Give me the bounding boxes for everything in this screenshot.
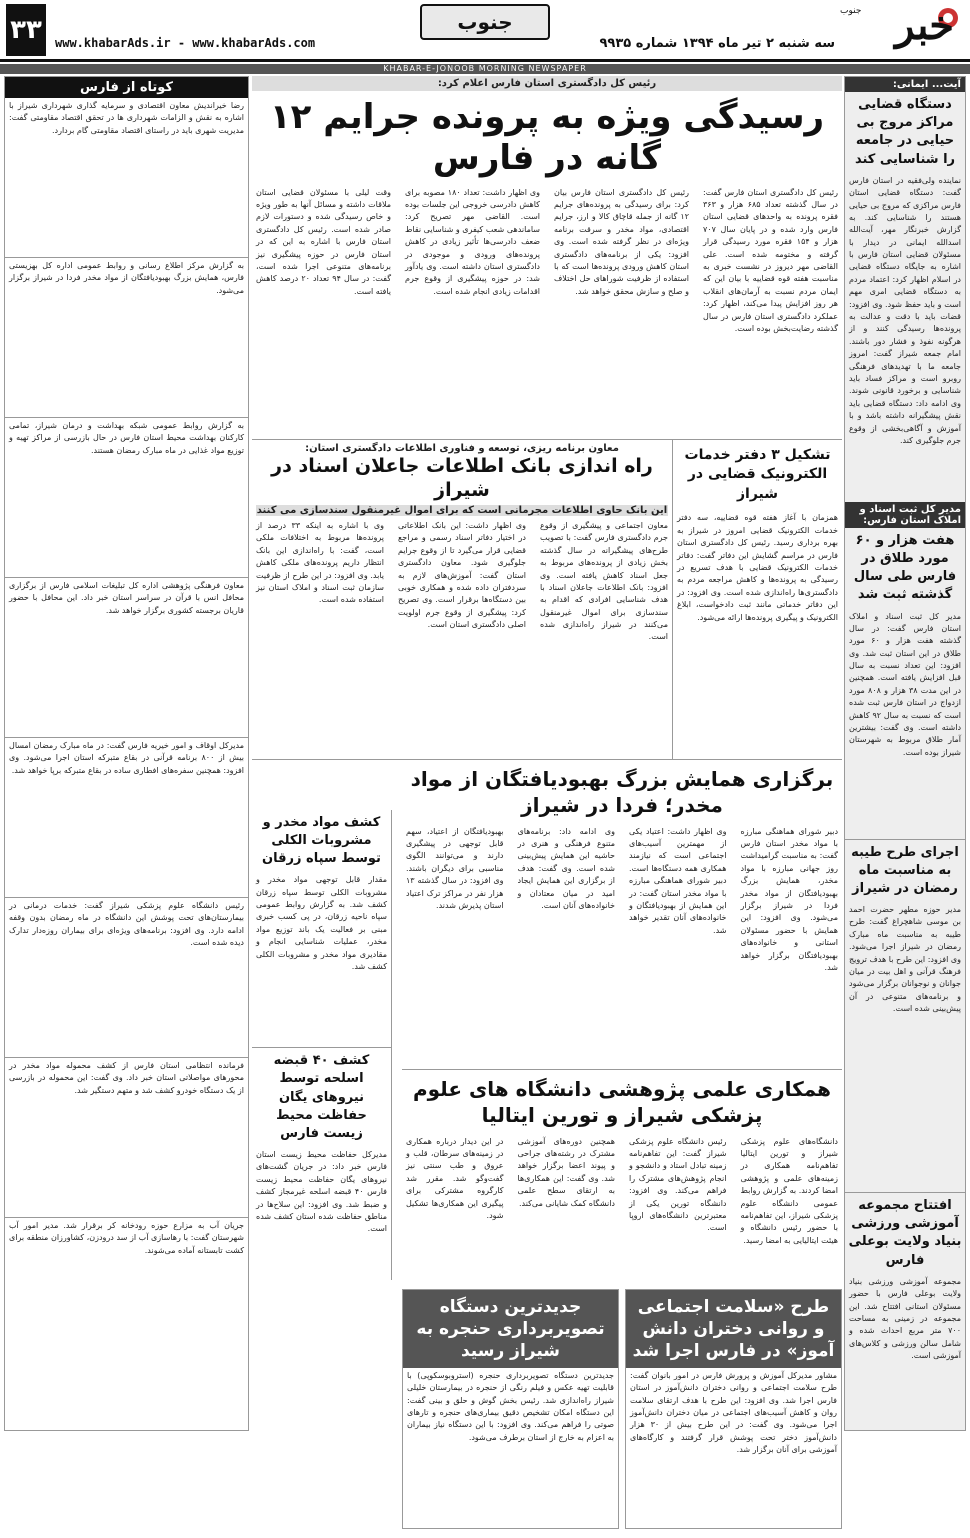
story-column: وی با اشاره به اینکه ۳۳ درصد از پرونده‌ها مربوط به اختلافات ملکی است، گفت: با راه‌اندازی این بانک انتظار داریم پرونده‌های ملکی کاهش یابد. وی افزود: در این طرح از ظرفیت سازمان ثبت اسناد و املاک استان نیز استفاده شده است. [256, 520, 385, 605]
story-body: همزمان با آغاز هفته قوه قضاییه، سه دفتر خدمات الکترونیک قضایی امروز در شیراز به بهره برداری رسید. رئیس کل دادگستری استان فارس در مراسم گشایش این دفاتر گفت: دفاتر خدمات الکترونیک قضایی با هدف تسریع در رسیدگی به پرونده‌ها و کاهش مراجعه مردم به دادگستری‌ها راه‌اندازی شده است. وی افزود: در این دفاتر خدماتی مانند ثبت دادخواست، ابلاغ الکترونیک و پیگیری پرونده‌ها ارائه می‌شود. [677, 513, 838, 622]
masthead [0, 0, 970, 62]
brief-item: فرمانده انتظامی استان فارس از کشف محموله مواد مخدر در محورهای مواصلاتی استان خبر داد. وی گفت: این محموله در بازرسی از یک دستگاه خودرو کشف شد و متهم دستگیر شد. [5, 1058, 248, 1218]
story-title: همکاری علمی پژوهشی دانشگاه های علوم پزشکی شیراز و تورین ایتالیا [412, 1076, 832, 1127]
students-health-story [625, 1289, 842, 1529]
story-title: تشکیل ۳ دفتر خدمات الکترونیک قضایی در شیراز [684, 446, 831, 502]
lead-headline: رسیدگی ویژه به پرونده جرایم ۱۲ گانه در فارس [269, 97, 825, 178]
university-story [402, 1069, 842, 1289]
story-column: دبیر شورای هماهنگی مبارزه با مواد مخدر استان فارس گفت: به مناسبت گرامیداشت روز جهانی مبارزه با مواد مخدر، همایش بزرگ بهبودیافتگان از مواد مخدر فردا در شیراز برگزار می‌شود. وی افزود: این همایش با حضور مسئولان استانی و خانواده‌های بهبودیافتگان برگزار خواهد شد. [740, 826, 838, 972]
story-column: معاون اجتماعی و پیشگیری از وقوع جرم دادگستری فارس گفت: با تصویب طرح‌های پیشگیرانه در سال گذشته بخش زیادی از پرونده‌های مربوط به جعل اسناد کاهش یافته است. وی افزود: بانک اطلاعات جاعلان اسناد با هدف شناسایی افرادی که اقدام به سندسازی برای اموال غیرمنقول می‌کنند در شیراز راه‌اندازی شده است. [540, 520, 668, 642]
section-label: جنوب [420, 4, 550, 40]
story-body: نماینده ولی‌فقیه در استان فارس گفت: دستگاه قضایی استان فارس مراکزی که مروج بی حیایی هستند را شناسایی کند. به گزارش خبرنگار مهر، آیت‌الله اسدالله ایمانی در دیدار با مسئولان قضایی استان فارس با اشاره به جایگاه دستگاه قضایی در اسلام اظهار کرد: اعتماد مردم به دستگاه قضایی امری مهم است و باید حفظ شود. وی افزود: قضات باید با دقت و عدالت به پرونده‌ها رسیدگی کنند و از هرگونه نفوذ و فشار دور باشند. امام جمعه شیراز گفت: امروز جامعه ما با تهدیدهای فرهنگی روبرو است و مراکز فساد باید شناسایی و برخورد قانونی شوند. وی ادامه داد: دستگاه قضایی باید نقش پیشگیرانه داشته باشد و با آموزش و آگاهی‌بخشی از وقوع جرم جلوگیری کند. [849, 175, 961, 445]
lead-body [252, 185, 842, 435]
story-title: کشف ۴۰ قبضه اسلحه توسط نیروهای یگان حفاظت محیط زیست فارس [252, 1047, 391, 1147]
brief-item: به گزارش روابط عمومی شبکه بهداشت و درمان شیراز، تمامی کارکنان بهداشت محیط استان فارس در حال بازرسی از مراکز تهیه و توزیع مواد غذایی در ماه مبارک رمضان هستند. [5, 418, 248, 578]
story-title: افتتاح مجموعه آموزشی ورزشی بنیاد ولایت بوعلی فارس [845, 1192, 965, 1274]
left-sidebar [4, 76, 249, 1431]
lead-column: رئیس کل دادگستری استان فارس گفت: در سال گذشته تعداد ۶۸۵ هزار و ۳۶۳ فقره پرونده به واحدهای قضایی استان فارس وارد شده و در پایان سال ۷۰۷ هزار و ۱۵۴ فقره مورد رسیدگی قرار گرفته و مختومه شده است. علی القاضی مهر دیروز در نشست خبری به مناسبت هفته قوه قضاییه با بیان این که ایمان مردم نسبت به آرمان‌های انقلاب هر روز افزایش پیدا می‌کند، اظهار کرد: عملکرد دادگستری استان فارس در سال گذشته رضایت‌بخش بوده است. [703, 187, 838, 333]
imaging-device-story [402, 1289, 619, 1529]
story-column: رئیس دانشگاه علوم پزشکی شیراز گفت: این تفاهم‌نامه زمینه تبادل استاد و دانشجو و انجام پژوهش‌های مشترک را فراهم می‌کند. وی افزود: دانشگاه تورین یکی از معتبرترین دانشگاه‌های اروپا است. [629, 1136, 727, 1233]
lead-kicker: رئیس کل دادگستری استان فارس اعلام کرد: [252, 76, 842, 91]
brief-item: رئیس دانشگاه علوم پزشکی شیراز گفت: خدمات درمانی در بیمارستان‌های تحت پوشش این دانشگاه در ماه رمضان بدون وقفه ادامه دارد. وی افزود: برنامه‌های ویژه‌ای برای بیماران روزه‌دار تدارک دیده شده است. [5, 898, 248, 1058]
story-columns [402, 824, 842, 1074]
story-column: دانشگاه‌های علوم پزشکی شیراز و تورین ایتالیا تفاهم‌نامه همکاری در زمینه‌های علمی و پژوهشی امضا کردند. به گزارش روابط عمومی دانشگاه علوم پزشکی شیراز، این تفاهم‌نامه با حضور رئیس دانشگاه و هیئت ایتالیایی به امضا رسید. [740, 1136, 838, 1245]
story-body: مقدار قابل توجهی مواد مخدر و مشروبات الکلی توسط سپاه زرقان کشف شد. به گزارش روابط عمومی سپاه ناحیه زرقان، در پی کسب خبری مبنی بر فعالیت یک باند توزیع مواد مخدر، عملیات شناسایی انجام و مقادیری مواد مخدر و مشروبات الکلی کشف شد. [256, 875, 387, 971]
section-title: کوتاه از فارس [5, 77, 248, 98]
story-columns [252, 518, 672, 748]
story-column: بهبودیافتگان از اعتیاد، سهم قابل توجهی در پیشگیری دارند و می‌توانند الگوی مناسبی برای دیگران باشند. وی افزود: در سال گذشته ۱۳ هزار نفر در مراکز ترک اعتیاد استان پذیرش شدند. [406, 826, 504, 910]
main-content [252, 76, 842, 1455]
bottom-boxes [402, 1289, 842, 1529]
issue-date: سه شنبه ۲ تیر ماه ۱۳۹۴ شماره ۹۹۳۵ [599, 36, 835, 51]
brief-item: رضا خیراندیش معاون اقتصادی و سرمایه گذاری شهرداری شیراز با اشاره به نقش و الزامات شهرداری ها در تحقق اقتصاد مقاومتی گفت: مدیریت شهری باید در راستای اقتصاد مقاومتی گام بردارد. [5, 98, 248, 258]
story-column: وی اظهار داشت: این بانک اطلاعاتی در اختیار دفاتر اسناد رسمی و مراجع قضایی قرار می‌گیرد تا از وقوع جرایم جلوگیری شود. معاون دادگستری استان گفت: آموزش‌های لازم به سردفتران داده شده و همکاری خوبی بین دستگاه‌ها برقرار است. وی تصریح کرد: پیشگیری از وقوع جرم اولویت اصلی دادگستری استان است. [398, 520, 526, 630]
lead-column: رئیس کل دادگستری استان فارس بیان کرد: برای رسیدگی به پرونده‌های جرایم ۱۲ گانه از جمله قاچاق کالا و ارز، جرایم اقتصادی، مواد مخدر و سرقت برنامه ویژه‌ای در نظر گرفته شده است. وی افزود: یکی از برنامه‌های دادگستری استان کاهش ورودی پرونده‌ها است که با استفاده از ظرفیت شوراهای حل اختلاف و صلح و سازش محقق خواهد شد. [554, 187, 689, 296]
story-tag: آیت... ایمانی: [845, 77, 965, 92]
story-tag: مدیر کل ثبت اسناد و املاک استان فارس: [845, 502, 965, 528]
story-title: طرح «سلامت اجتماعی و روانی دختران دانش آموز» در فارس اجرا شد [626, 1290, 841, 1368]
masthead-band: KHABAR-E-JONOOB MORNING NEWSPAPER [0, 64, 970, 74]
story-body: جدیدترین دستگاه تصویربرداری حنجره (استروبوسکوپی) با قابلیت تهیه عکس و فیلم رنگی از حنجره در بیمارستان خلیلی شیراز راه‌اندازی شد. رئیس بخش گوش و حلق و بینی گفت: این دستگاه امکان تشخیص دقیق بیماری‌های حنجره و تارهای صوتی را فراهم می‌کند. وی افزود: با این دستگاه نیاز بیماران به اعزام به خارج از استان برطرف می‌شود. [407, 1370, 614, 1442]
story-body: مدیر کل ثبت اسناد و املاک استان فارس گفت: در سال گذشته هفت هزار و ۶۰ مورد طلاق در این استان ثبت شد. وی افزود: این تعداد نسبت به سال قبل افزایش یافته است. همچنین در این مدت ۳۸ هزار و ۸۰۸ مورد ازدواج در استان فارس ثبت شده است که نسبت به سال ۹۲ کاهش داشته است. وی گفت: بیشترین آمار طلاق مربوط به شهرستان شیراز بوده است. [849, 611, 962, 757]
story-columns [402, 1134, 842, 1274]
side-briefs [252, 810, 392, 1280]
story-column: در این دیدار درباره همکاری در زمینه‌های سرطان، قلب و عروق و طب سنتی نیز گفت‌وگو شد. مقرر شد کارگروه مشترکی برای پیگیری این همکاری‌ها تشکیل شود. [406, 1136, 504, 1220]
e-services-story [672, 440, 842, 759]
logo-text: خبر [895, 2, 954, 49]
story-title: جدیدترین دستگاه تصویربرداری حنجره به شیراز رسید [403, 1290, 618, 1368]
page-number: ۳۳ [6, 4, 46, 56]
story-deck: این بانک حاوی اطلاعات مجرمانی است که برای اموال غیرمنقول سندسازی می کنند [256, 504, 668, 516]
story-kicker: معاون برنامه ریزی، توسعه و فناوری اطلاعات دادگستری استان: [305, 442, 619, 454]
brief-item: به گزارش مرکز اطلاع رسانی و روابط عمومی اداره کل بهزیستی فارس، همایش بزرگ بهبودیافتگان از مواد مخدر فردا در شیراز برگزار می‌شود. [5, 258, 248, 418]
forgery-database-story [252, 440, 672, 759]
story-body: مجموعه آموزشی ورزشی بنیاد ولایت بوعلی فارس با حضور مسئولان استانی افتتاح شد. این مجموعه در زمینی به مساحت ۷۰۰ متر مربع احداث شده و شامل سالن ورزشی و کلاس‌های آموزشی است. [849, 1276, 961, 1361]
website-links[interactable]: www.khabarAds.ir - www.khabarAds.com [55, 36, 316, 50]
story-body: مدیر حوزه مطهر حضرت احمد بن موسی شاهچراغ گفت: طرح طیبه به مناسبت ماه مبارک رمضان در شیراز اجرا می‌شود. وی افزود: این طرح با هدف ترویج فرهنگ قرآنی و اهل بیت در میان جوانان و نوجوانان برگزار می‌شود و برنامه‌های متنوعی در آن پیش‌بینی شده است. [849, 905, 961, 1014]
brief-item: معاون فرهنگی پژوهشی اداره کل تبلیغات اسلامی فارس از برگزاری محافل انس با قرآن در سراسر استان خبر داد. این محافل با حضور قاریان برجسته کشوری برگزار خواهد شد. [5, 578, 248, 738]
middle-stories [252, 439, 842, 759]
story-body: مدیرکل حفاظت محیط زیست استان فارس خبر داد: در جریان گشت‌های نیروهای یگان حفاظت محیط زیست فارس ۴۰ قبضه اسلحه غیرمجاز کشف و ضبط شد. وی افزود: این سلاح‌ها در مناطق حفاظت شده استان کشف شده است. [256, 1150, 387, 1234]
story-title: اجرای طرح طیبه به مناسبت ماه رمضان در شیراز [845, 839, 965, 903]
brief-item: جریان آب به مزارع حوزه رودخانه کر برقرار شد. مدیر امور آب شهرستان گفت: با رهاسازی آب از سد درودزن، کشاورزان منطقه برای کشت تابستانه آماده می‌شوند. [9, 1221, 244, 1255]
story-column: وی ادامه داد: برنامه‌های متنوع فرهنگی و هنری در حاشیه این همایش پیش‌بینی شده است. وی گفت: هدف از برگزاری این همایش ایجاد امید در میان معتادان و خانواده‌های آنان است. [517, 826, 615, 910]
brief-item: مدیرکل اوقاف و امور خیریه فارس گفت: در ماه مبارک رمضان امسال بیش از ۸۰۰ برنامه قرآنی در بقاع متبرکه استان اجرا می‌شود. وی افزود: همچنین سفره‌های افطاری ساده در بقاع متبرکه برپا خواهد شد. [5, 738, 248, 898]
story-title: برگزاری همایش بزرگ بهبودیافتگان از مواد مخدر؛ فردا در شیراز [410, 766, 834, 817]
newspaper-logo [840, 4, 960, 52]
story-column: وی اظهار داشت: اعتیاد یکی از مهمترین آسیب‌های اجتماعی است که نیازمند همکاری همه دستگاه‌ها است. دبیر شورای هماهنگی مبارزه با مواد مخدر استان گفت: در این همایش از بهبودیافتگان و خانواده‌های آنان تقدیر خواهد شد. [629, 826, 727, 935]
story-title: دستگاه قضایی مراکز مروج بی حیایی در جامعه را شناسایی کند [854, 97, 956, 167]
lead-column: وقت لیلی با مسئولان قضایی استان ملاقات داشته و مسائل آنها به طور ویژه و خاص رسیدگی شده و دستورات لازم صادر شده است. رئیس کل دادگستری استان فارس با اشاره به این که در استان فارس در حوزه پیشگیری نیز برنامه‌های متنوعی اجرا شده است، گفت: در سال ۹۴ تعداد ۲۰ درصد کاهش یافته است. [256, 187, 392, 296]
lead-column: وی اظهار داشت: تعداد ۱۸۰ مصوبه برای کاهش دادرسی خروجی این جلسات بوده است. القاضی مهر تصریح کرد: ساماندهی شعب کیفری و شناسایی نقاط ضعف دادرسی‌ها تأثیر زیادی در کاهش پرونده‌های ورودی و موجودی در دادگستری استان داشته است. وی یادآور شد: در حوزه پیشگیری از وقوع جرم اقدامات زیادی انجام شده است. [405, 187, 540, 296]
story-title: کشف مواد مخدر و مشروبات الکلی توسط سپاه زرقان [262, 814, 381, 866]
story-title: راه اندازی بانک اطلاعات جاعلان اسناد در شیراز [271, 454, 653, 502]
story-body: مشاور مدیرکل آموزش و پرورش فارس در امور بانوان گفت: طرح سلامت اجتماعی و روانی دختران دانش‌آموز در استان فارس اجرا شد. وی افزود: این طرح با هدف ارتقای سلامت روان و کاهش آسیب‌های اجتماعی در میان دختران دانش‌آموز اجرا می‌شود. وی گفت: در این طرح بیش از ۳۰ هزار دانش‌آموز دختر تحت پوشش قرار گرفتند و کارگاه‌های آموزشی برای آنان برگزار شد. [630, 1370, 838, 1455]
logo-subtext: جنوب [840, 6, 862, 16]
right-sidebar [844, 76, 966, 1431]
story-column: همچنین دوره‌های آموزشی مشترک در رشته‌های جراحی و پیوند اعضا برگزار خواهد شد. وی گفت: این همکاری‌ها به ارتقای سطح علمی دانشگاه کمک شایانی می‌کند. [517, 1136, 615, 1208]
story-title: هفت هزار و ۶۰ مورد طلاق در فارس طی سال گذشته ثبت شد [853, 532, 957, 603]
